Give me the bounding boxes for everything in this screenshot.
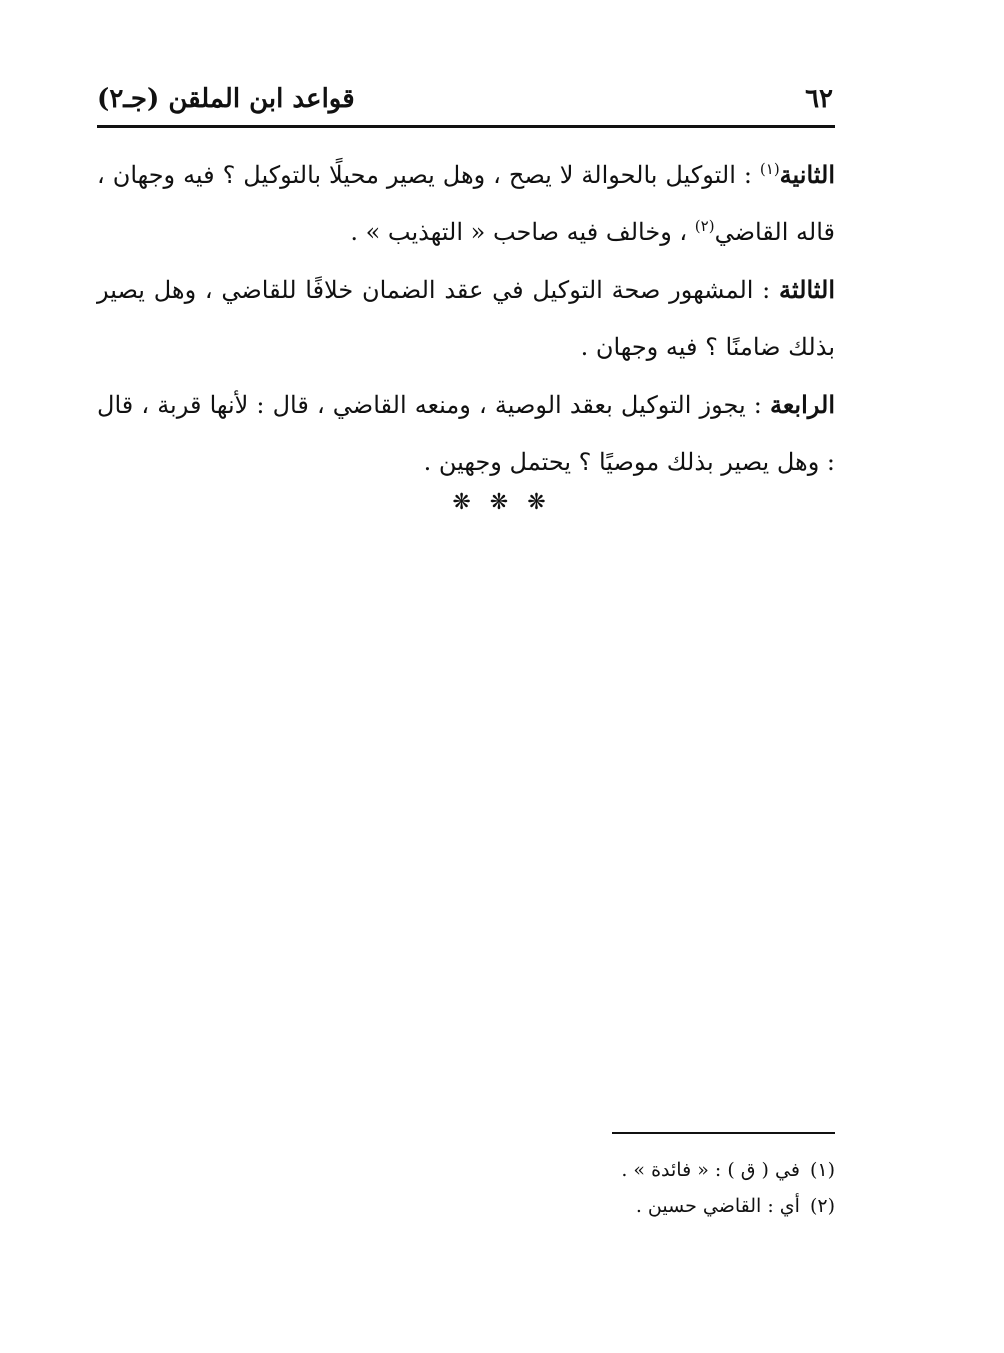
paragraph-second: [97, 146, 835, 261]
footnote-ref-1: (١): [759, 160, 780, 178]
footnote-rule: [612, 1132, 835, 1134]
page-header: [97, 82, 835, 122]
paragraph-third: [97, 261, 835, 376]
paragraph-text: : المشهور صحة التوكيل في عقد الضمان خلافًا للقاضي ، وهل يصير بذلك ضامنًا ؟ فيه وجهان .: [97, 276, 835, 361]
paragraph-text-continued: ، وخالف فيه صاحب « التهذيب » .: [350, 218, 688, 246]
footnote-text: في ( ق ) : « فائدة » .: [621, 1159, 800, 1181]
main-text: [97, 146, 835, 491]
paragraph-heading: الرابعة: [769, 390, 835, 419]
paragraph-fourth: [97, 376, 835, 491]
footnote-2: [97, 1188, 835, 1224]
paragraph-heading: الثانية: [779, 160, 835, 189]
footnotes: [97, 1152, 835, 1224]
page-number: ٦٢: [805, 84, 833, 114]
section-separator-ornament: ❋ ❋ ❋: [452, 490, 552, 515]
running-title: قواعد ابن الملقن (جـ٢): [97, 84, 355, 114]
paragraph-text: : يجوز التوكيل بعقد الوصية ، ومنعه القاضي ، قال : لأنها قربة ، قال : وهل يصير بذلك موصيًا ؟ يحتمل وجهين .: [97, 391, 835, 476]
paragraph-heading: الثالثة: [779, 275, 835, 304]
footnote-1: [97, 1152, 835, 1188]
footnote-ref-2: (٢): [694, 217, 715, 235]
header-rule: [97, 125, 835, 128]
footnote-number: (٢): [809, 1195, 835, 1217]
footnote-text: أي : القاضي حسين .: [635, 1195, 800, 1217]
paragraph-text: : التوكيل بالحوالة لا يصح ، وهل يصير محيلًا بالتوكيل ؟ فيه وجهان ، قاله القاضي: [97, 161, 835, 246]
footnote-number: (١): [809, 1159, 835, 1181]
